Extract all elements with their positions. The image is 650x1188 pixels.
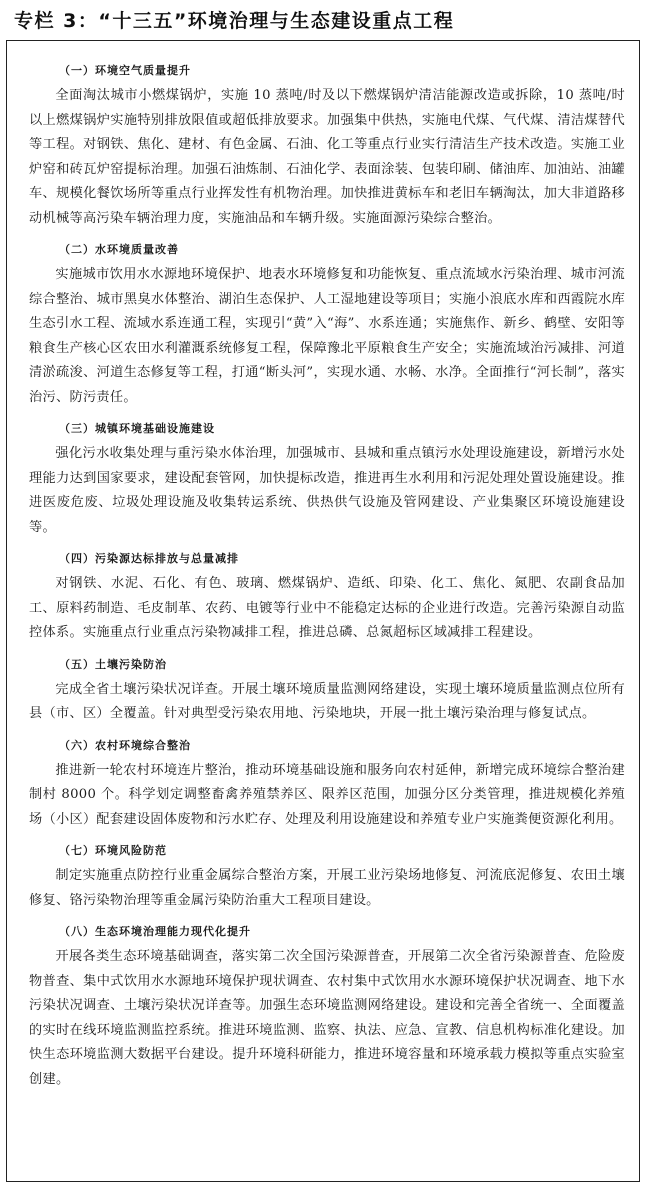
section-pollution-reduction <box>29 550 625 646</box>
section-heading: （三）城镇环境基础设施建设 <box>59 422 215 435</box>
column-title: 专栏 3：“十三五”环境治理与生态建设重点工程 <box>14 10 455 32</box>
section-water-environment <box>29 241 625 410</box>
section-body: 实施城市饮用水水源地环境保护、地表水环境修复和功能恢复、重点流域水污染治理、城市河流综合整治、城市黑臭水体整治、湖泊生态保护、人工湿地建设等项目；实施小浪底水库和西霞院水库生态引水工程、流域水系连通工程，实现引“黄”入“海”、水系连通；实施焦作、新乡、鹤壁、安阳等粮食生产核心区农田水利灌溉系统修复工程，保障豫北平原粮食生产安全；实施流域治污减排、河道清淤疏浚、河道生态修复等工程，打通“断头河”，实现水通、水畅、水净。全面推行“河长制”，落实治污、防污责任。 <box>29 267 625 405</box>
section-body: 推进新一轮农村环境连片整治，推动环境基础设施和服务向农村延伸，新增完成环境综合整治建制村 8000 个。科学划定调整畜禽养殖禁养区、限养区范围，加强分区分类管理，推进规模化养殖场（小区）配套建设固体废物和污水贮存、处理及利用设施建设和养殖专业户实施粪便资源化利用。 <box>29 762 625 827</box>
section-heading: （四）污染源达标排放与总量减排 <box>59 552 239 565</box>
section-soil-pollution <box>29 656 625 727</box>
section-heading: （六）农村环境综合整治 <box>59 738 191 752</box>
section-rural-environment <box>29 737 625 833</box>
section-body: 制定实施重点防控行业重金属综合整治方案，开展工业污染场地修复、河流底泥修复、农田土壤修复、铬污染物治理等重金属污染防治重大工程项目建设。 <box>29 868 625 908</box>
section-governance-capacity <box>29 923 625 1092</box>
section-body: 完成全省土壤污染状况详查。开展土壤环境质量监测网络建设，实现土壤环境质量监测点位所有县（市、区）全覆盖。针对典型受污染农用地、污染地块，开展一批土壤污染治理与修复试点。 <box>29 681 625 721</box>
section-heading: （一）环境空气质量提升 <box>59 64 191 77</box>
section-heading: （二）水环境质量改善 <box>59 243 179 256</box>
section-body: 全面淘汰城市小燃煤锅炉，实施 10 蒸吨/时及以下燃煤锅炉清洁能源改造或拆除，10 蒸吨/时以上燃煤锅炉实施特别排放限值或超低排放要求。加强集中供热，实施电代煤、气代煤、清洁煤替代等工程。对钢铁、焦化、建材、有色金属、石油、化工等重点行业实行清洁生产技术改造。实施工业炉窑和砖瓦炉窑提标治理。加强石油炼制、石油化学、表面涂装、包装印刷、储油库、加油站、油罐车、规模化餐饮场所等重点行业挥发性有机物治理。加快推进黄标车和老旧车辆淘汰，加大非道路移动机械等高污染车辆治理力度，实施油品和车辆升级。实施面源污染综合整治。 <box>29 88 625 226</box>
section-heading: （五）土壤污染防治 <box>59 657 167 671</box>
section-body: 开展各类生态环境基础调查，落实第二次全国污染源普查，开展第二次全省污染源普查、危险废物普查、集中式饮用水水源地环境保护现状调查、农村集中式饮用水水源环境保护状况调查、地下水污染状况调查、土壤污染状况详查等。加强生态环境监测网络建设。建设和完善全省统一、全面覆盖的实时在线环境监测监控系统。推进环境监测、监察、执法、应急、宣教、信息机构标准化建设。加快生态环境监测大数据平台建设。提升环境科研能力，推进环境容量和环境承载力模拟等重点实验室创建。 <box>29 949 625 1087</box>
section-body: 对钢铁、水泥、石化、有色、玻璃、燃煤锅炉、造纸、印染、化工、焦化、氮肥、农副食品加工、原料药制造、毛皮制革、农药、电镀等行业中不能稳定达标的企业进行改造。完善污染源自动监控体系。实施重点行业重点污染物减排工程，推进总磷、总氮超标区域减排工程建设。 <box>29 576 625 640</box>
section-heading: （七）环境风险防范 <box>59 844 167 857</box>
section-body: 强化污水收集处理与重污染水体治理，加强城市、县城和重点镇污水处理设施建设，新增污水处理能力达到国家要求，建设配套管网，加快提标改造，推进再生水利用和污泥处理处置设施建设。推进医废危废、垃圾处理设施及收集转运系统、供热供气设施及管网建设、产业集聚区环境设施建设等。 <box>29 446 625 535</box>
section-air-quality <box>29 62 625 231</box>
section-urban-infrastructure <box>29 420 625 540</box>
section-risk-prevention <box>29 842 625 913</box>
section-heading: （八）生态环境治理能力现代化提升 <box>59 925 251 938</box>
column-box <box>6 40 640 1182</box>
column-content <box>29 62 625 1092</box>
